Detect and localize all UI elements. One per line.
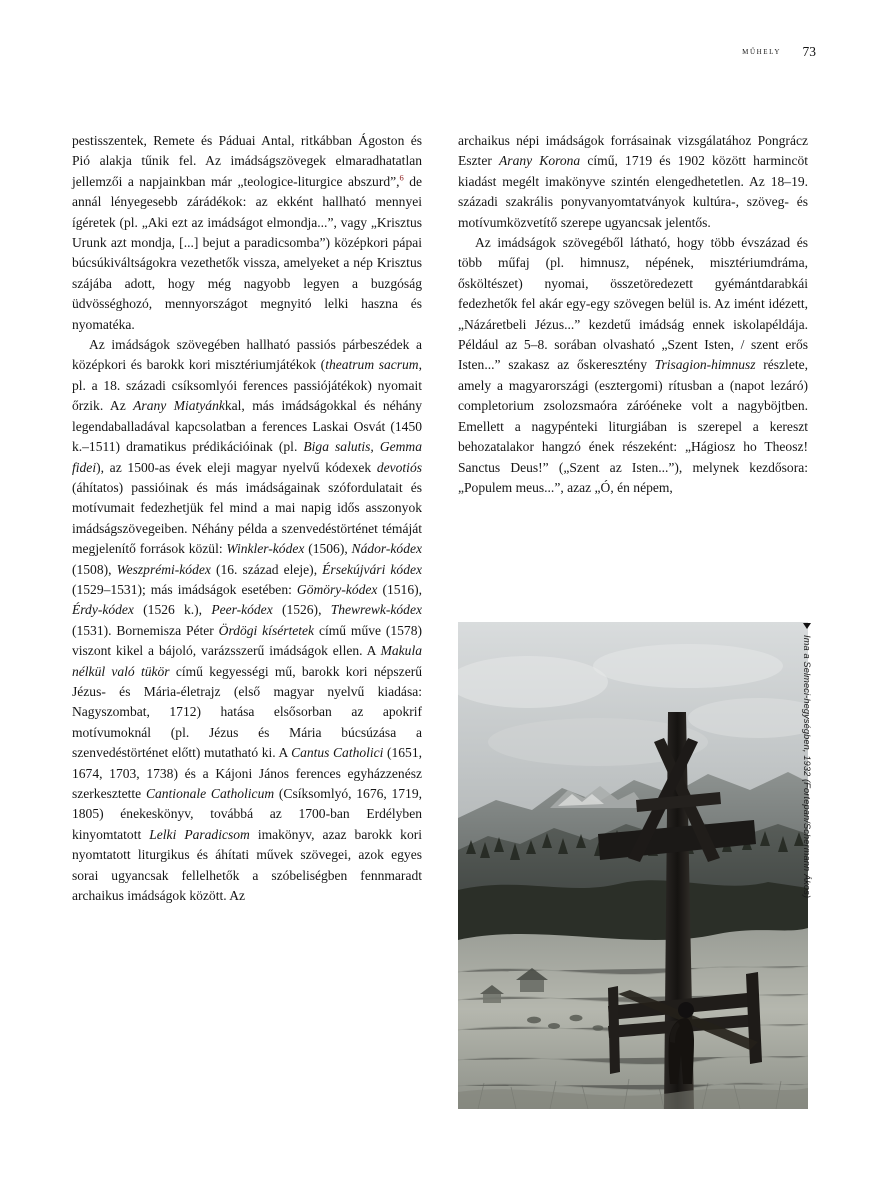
- footnote-marker: 6: [399, 172, 404, 183]
- paragraph: Az imádságok szövegében hallható passiós párbeszédek a középkori és barokk kori misztériumjátékok (theatrum sacrum, pl. a 18. századi csíksomlyói ferences passiójátékok) nyomait őrzik. Az Arany Miatyánkkal, más imádságokkal és néhány legendaballadával kapcsolatban a ferences Laskai Osvát (1450 k.–1511) dramatikus prédikációinak (pl. Biga salutis, Gemma fidei), az 1500-as évek eleji magyar nyelvű kódexek devotiós (áhítatos) passióinak és más imádságainak szófordulatait és motívumait fedezhetjük fel mind a mai napig idős asszonyok imádságszövegeiben. Néhány példa a szenvedéstörténet témáját megjelenítő források közül: Winkler-kódex (1506), Nádor-kódex (1508), Weszprémi-kódex (16. század eleje), Érsekújvári kódex (1529–1531); más imádságok esetében: Gömöry-kódex (1516), Érdy-kódex (1526 k.), Peer-kódex (1526), Thewrewk-kódex (1531). Bornemisza Péter Ördögi kísértetek című műve (1578) viszont kikel a bájoló, varázsszerű imádságok ellen. A Makula nélkül való tükör című kegyességi mű, barokk kori népszerű Jézus- és Mária-életrajz (első magyar nyelvű kiadása: Nagyszombat, 1712) hatása elsősorban az apokrif motívumoknál (pl. Jézus és Mária búcsúzása a szenvedéstörténet előtt) mutatható ki. A Cantus Catholici (1651, 1674, 1703, 1738) és a Kájoni János ferences egyházzenész szerkesztette Cantionale Catholicum (Csíksomlyó, 1676, 1719, 1805) énekeskönyv, továbbá az 1700-ban Erdélyben kinyomtatott Lelki Paradicsom imakönyv, azaz barokk kori nyomtatott liturgikus és áhítati művek szövegei, azok egyes sorai ugyancsak fellelhetők a szóbeliségben fennmaradt archaikus imádságok között. Az: [72, 337, 423, 904]
- text-column-left: [72, 131, 422, 906]
- page-number: 73: [802, 44, 816, 59]
- running-head: [0, 46, 880, 64]
- text-column-right: [458, 131, 808, 498]
- section-label: műhely: [742, 46, 781, 57]
- photo-frame: [458, 622, 808, 1109]
- paragraph: pestisszentek, Remete és Páduai Antal, ritkábban Ágoston és Pió alakja tűnik fel. Az imádságszövegek elmaradhatatlan jellemzői a napjainkban már „teologice-liturgice abszurd”,$^6$ de annál lényegesebb zárádékok: az ekként hallható mennyei ígéretek (pl. „Aki ezt az imádságot elmondja...”, vagy „Krisztus Urunk azt mondja, [...] bejut a paradicsomba”) középkori pápai búcsúkiváltságokra vezethetők vissza, amelyeket a nép Krisztus szájába adott, hogy még nagyobb legyen a buzgóság üdvösséghozó, mennyországot megnyitó lelki haszna és nyomatéka.: [72, 133, 422, 332]
- paragraph: archaikus népi imádságok forrásainak vizsgálatához Pongrácz Eszter Arany Korona című, 1719 és 1902 között harmincöt kiadást megélt imakönyve szintén elengedhetetlen. Az 18–19. századi szakrális ponyvanyomtatványok kultúra-, szöveg- és motívumközvetítő szerepe ugyancsak jelentős.: [458, 133, 808, 230]
- caption-arrow-icon: [803, 623, 811, 629]
- figure-caption: [799, 622, 815, 1109]
- caption-text: Ima a Selmeci-hegységben, 1932 (Fortepan/Schermann Ákos): [802, 635, 812, 899]
- figure-image: [458, 622, 808, 1109]
- photo-artwork: [458, 622, 808, 1109]
- paragraph: Az imádságok szövegéből látható, hogy több évszázad és több műfaj (pl. himnusz, népének, misztériumdráma, ősköltészet) nyomai, összetöredezett gyémántdarabkái fedezhetők fel akár egy-egy szövegen belül is. Az imént idézett, „Názáretbeli Jézus...” kezdetű imádság ennek iskolapéldája. Például az 5–8. sorában olvasható „Szent Isten, / szent erős Isten...” szakasz az őskeresztény Trisagion-himnusz részlete, amely a magyarországi (esztergomi) rítusban a (napot lezáró) completorium zsolozsmaóra záróéneke volt a nagyböjtben. Emellett a nagypénteki liturgiában is szerepel a kereszt behozatalakor hangzó ének részeként: „Hágiosz ho Theosz! Sanctus Deus!” („Szent az Isten...”), melynek kezdősora: „Populem meus...”, azaz „Ó, én népem,: [458, 235, 808, 495]
